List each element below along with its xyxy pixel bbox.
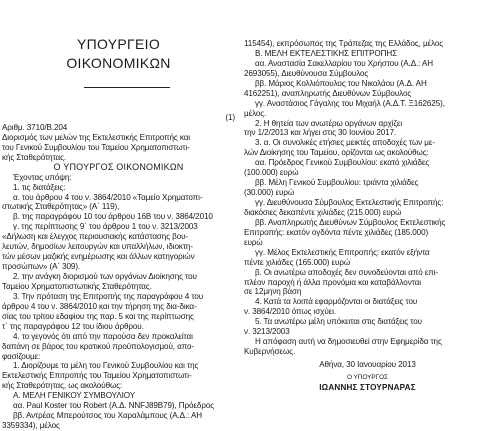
text-line: (100.000) ευρώ xyxy=(244,168,299,178)
text-line: 3. Την πρόταση της Επιτροπής της παραγράφου 4 του xyxy=(13,291,204,301)
text-line: τ΄ της παραγράφου 12 του ίδιου άρθρου. xyxy=(2,321,144,331)
text-line: ββ. Αντρέας Μπερούτσος του Χαραλάμπους (Α.Δ.: ΑΗ xyxy=(13,411,203,421)
text-line: 3. α. Οι συνολικές ετήσιες μεικτές αποδοχές των με- xyxy=(255,138,435,148)
footnote-mark: (1) xyxy=(225,113,235,122)
text-line: 5. Τα ανωτέρω μέλη υπόκειται στις διατάξεις του xyxy=(255,317,422,327)
signatory-name: ΙΩΑΝΝΗΣ ΣΤΟΥΡΝΑΡΑΣ xyxy=(319,382,416,392)
text-line: 2. Η θητεία των ανωτέρω οργάνων αρχίζει xyxy=(255,118,403,128)
text-line: σίας του τρίτου εδαφίου της παρ. 5 και της περίπτωσης xyxy=(2,311,194,321)
text-line: αα. Paul Koster του Robert (Α.Δ. NNFJ89B79), Πρόεδρος xyxy=(13,401,215,411)
text-line: 4. Κατά τα λοιπά εφαρμόζονται οι διατάξεις του xyxy=(255,297,418,307)
text-line: 1. Διορίζουμε τα μέλη του Γενικού Συμβουλίου και της xyxy=(13,361,199,371)
text-line: κής Σταθερότητας, ως ακολούθως: xyxy=(2,381,123,391)
text-line: (30.000) ευρώ xyxy=(244,188,295,198)
text-line: άρθρου 4 του ν. 3864/2010 και την τήρηση της δια-δικα- xyxy=(2,301,197,311)
text-line: Η απόφαση αυτή να δημοσιευθεί στην Εφημερίδα της xyxy=(255,337,442,347)
text-line: ββ. Μέλη Γενικού Συμβουλίου: τριάντα χιλιάδες xyxy=(255,178,419,188)
title-rule xyxy=(84,87,170,88)
text-line: ββ. Μάριος Κολλιόπουλος του Νικολάου (Α.Δ. ΑΗ xyxy=(255,78,427,88)
text-line: 2. την ανάγκη διορισμού των οργάνων Διοίκησης του xyxy=(13,272,197,281)
text-line: λών Διοίκησης του Ταμείου, ορίζονται ως ακολούθως: xyxy=(244,148,429,158)
text-line: διακόσιες δεκαπέντε χιλιάδες (215.000) ευρώ xyxy=(244,207,402,217)
text-line: φασίζουμε: xyxy=(2,351,41,361)
text-line: Έχοντας υπόψη: xyxy=(13,172,72,182)
right-column xyxy=(244,39,491,393)
text-line: «Δήλωση και έλεγχος περιουσιακής κατάστασης βου- xyxy=(2,232,189,242)
text-line: στωτικής Σταθερότητας» (Α΄ 119), xyxy=(2,202,120,212)
text-line: πλέον παροχή ή άλλα προνόμια και καταβάλλονται xyxy=(244,277,421,287)
decision-number: Αριθμ. 3710/Β.204 xyxy=(2,122,68,132)
text-line: 3359334), μέλος xyxy=(2,421,60,431)
text-line: ν. 3213/2003 xyxy=(244,327,290,337)
text-line: α. του άρθρου 4 του ν. 3864/2010 «Ταμείο Χρηματοπι- xyxy=(13,192,203,202)
text-line: ββ. Αναπληρωτής Διευθύνων Σύμβουλος Εκτελεστικής xyxy=(255,217,446,227)
text-line: 1. τις διατάξεις: xyxy=(13,182,66,192)
signatory-title: Ο ΥΠΟΥΡΓΟΣ xyxy=(347,373,388,381)
text-line: αα. Αναστασία Σακελλαρίου του Χρήστου (Α.Δ.: ΑΗ xyxy=(255,58,434,68)
text-line: Κυβερνήσεως. xyxy=(244,347,296,357)
signing-date: Αθήνα, 30 Ιανουαρίου 2013 xyxy=(319,360,416,369)
text-line: δαπάνη σε βάρος του κρατικού προϋπολογισμού, απο- xyxy=(2,341,195,351)
text-line: 115454), εκπρόσωπος της Τράπεζας της Ελλάδος, μέλος xyxy=(244,39,444,48)
text-line: 2693055), Διευθύνουσα Σύμβουλος xyxy=(244,68,369,78)
text-line: β. της παραγράφου 10 του άρθρου 16Β του ν. 3864/2010 xyxy=(13,212,213,222)
text-line: ν. 3864/2010 όπως ισχύει. xyxy=(244,307,337,317)
text-line: Ταμείου Χρηματοπιστωτικής Σταθερότητας. xyxy=(2,281,152,291)
decision-subject-line: του Γενικού Συμβουλίου του Ταμείου Χρηματοπιστωτι- xyxy=(2,142,190,152)
text-line: σε 12μηνη βάση xyxy=(244,287,302,297)
text-line: πέντε χιλιάδες (165.000) ευρώ xyxy=(244,257,351,267)
ministry-title-line1: ΥΠΟΥΡΓΕΙΟ xyxy=(76,36,161,52)
text-line: αα. Πρόεδρος Γενικού Συμβουλίου: εκατό χιλιάδες xyxy=(255,158,430,168)
text-line: γγ. Μέλος Εκτελεστικής Επιτροπής: εκατόν εξήντα xyxy=(255,247,430,257)
text-line: Επιτροπής: εκατόν ογδόντα πέντε χιλιάδες (185.000) xyxy=(244,227,429,237)
text-line: 4162251), αναπληρωτής Διευθύνων Σύμβουλος xyxy=(244,88,412,98)
text-line: 4. το γεγονός ότι από την παρούσα δεν προκαλείται xyxy=(13,331,193,341)
text-line: Εκτελεστικής Επιτροπής του Ταμείου Χρηματοπιστωτι- xyxy=(2,371,192,381)
section-heading: Α. ΜΕΛΗ ΓΕΝΙΚΟΥ ΣΥΜΒΟΥΛΙΟΥ xyxy=(13,391,136,401)
text-line: γ. της περίπτωσης 9΄ του άρθρου 1 του ν. 3213/2003 xyxy=(13,222,198,232)
text-line: λευτών, δημοσίων λειτουργών και υπαλλήλων, ιδιοκτη- xyxy=(2,242,193,252)
text-line: ευρώ xyxy=(244,237,263,247)
text-line: τών μέσων μαζικής ενημέρωσης και άλλων κατηγοριών xyxy=(2,252,195,262)
text-line: προσώπων» (Α΄ 309). xyxy=(2,262,81,272)
text-line: γγ. Αναστάσιος Γάγαλης του Μιχαήλ (Α.Δ.Τ. Ξ162625), xyxy=(255,98,445,108)
text-line: την 1/2/2013 και λήγει στις 30 Ιουνίου 2017. xyxy=(244,128,397,138)
section-heading: Β. ΜΕΛΗ ΕΚΤΕΛΕΣΤΙΚΗΣ ΕΠΙΤΡΟΠΗΣ xyxy=(255,48,397,58)
text-line: μέλος. xyxy=(244,108,267,118)
ministry-title-line2: ΟΙΚΟΝΟΜΙΚΩΝ xyxy=(66,55,171,71)
text-line: γγ. Διευθύνουσα Σύμβουλος Εκτελεστικής Επιτροπής: xyxy=(255,198,444,207)
decision-subject-line: Διορισμός των μελών της Εκτελεστικής Επιτροπής και xyxy=(2,132,190,142)
decision-subject-line: κής Σταθερότητας. xyxy=(2,152,67,162)
minister-heading: Ο ΥΠΟΥΡΓΟΣ ΟΙΚΟΝΟΜΙΚΩΝ xyxy=(53,162,184,172)
text-line: β. Οι ανωτέρω αποδοχές δεν συνοδεύονται από επι- xyxy=(255,267,439,277)
